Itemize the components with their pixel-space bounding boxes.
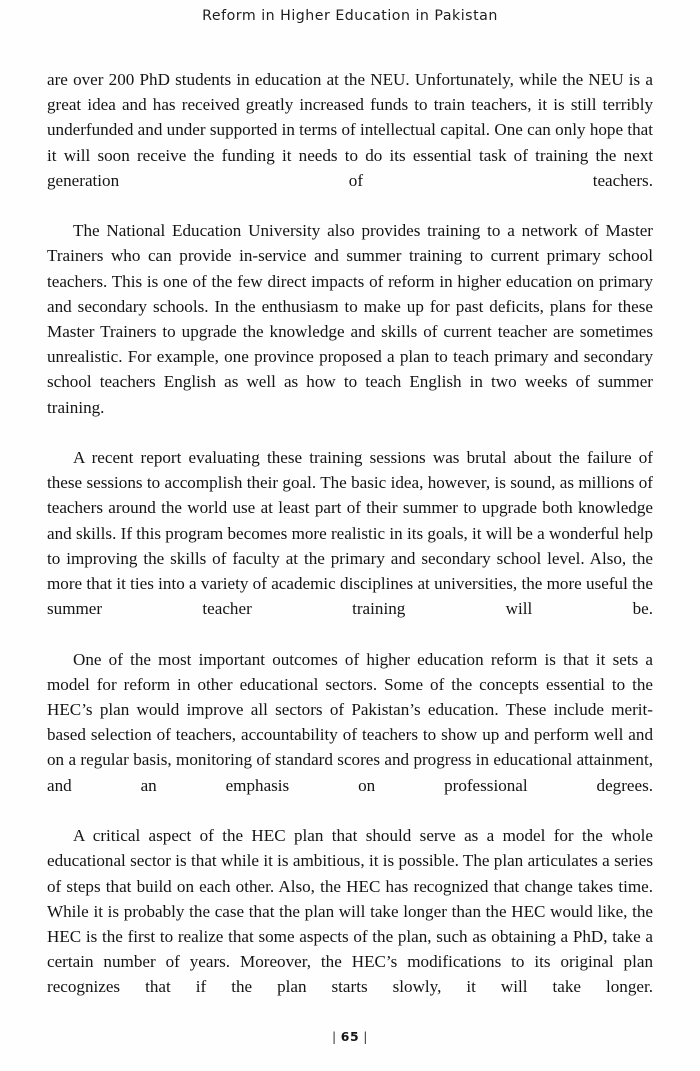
paragraph: The National Education University also provides training to a network of Master Trainers who can provide in-service and summer training to current primary school teachers. This is one of the few direct impacts of reform in higher education on primary and secondary schools. In the enthusiasm to make up for past deficits, plans for these Master Trainers to upgrade the knowledge and skills of current teacher are sometimes unrealistic. For example, one province proposed a plan to teach primary and secondary school teachers English as well as how to teach English in two weeks of summer training. <box>47 221 653 417</box>
folio-right-rule: | <box>363 1029 368 1044</box>
paragraph: are over 200 PhD students in education at the NEU. Unfortunately, while the NEU is a great idea and has received greatly increased funds to train teachers, it is still terribly underfunded and under supported in terms of intellectual capital. One can only hope that it will soon receive the funding it needs to do its essential task of training the next generation of teachers. <box>47 70 653 190</box>
running-head: Reform in Higher Education in Pakistan <box>202 8 498 24</box>
paragraph: A critical aspect of the HEC plan that should serve as a model for the whole educational sector is that while it is ambitious, it is possible. The plan articulates a series of steps that build on each other. Also, the HEC has recognized that change takes time. While it is probably the case that the plan will take longer than the HEC would like, the HEC is the first to realize that some aspects of the plan, such as obtaining a PhD, take a certain number of years. Moreover, the HEC’s modifications to its original plan recognizes that if the plan starts slowly, it will take longer. <box>47 826 653 997</box>
paragraph: One of the most important outcomes of higher education reform is that it sets a model for reform in other educational sectors. Some of the concepts essential to the HEC’s plan would improve all sectors of Pakistan’s education. These include merit-based selection of teachers, accountability of teachers to show up and perform well and on a regular basis, monitoring of standard scores and progress in educational attainment, and an emphasis on professional degrees. <box>47 649 653 795</box>
page-folio <box>0 1029 700 1044</box>
paragraph: A recent report evaluating these training sessions was brutal about the failure of these sessions to accomplish their goal. The basic idea, however, is sound, as millions of teachers around the world use at least part of their summer to upgrade both knowledge and skills. If this program becomes more realistic in its goals, it will be a wonderful help to improving the skills of faculty at the primary and secondary school level. Also, the more that it ties into a variety of academic disciplines at universities, the more useful the summer teacher training will be. <box>47 448 653 619</box>
body-text-column <box>47 67 653 1025</box>
folio-left-rule: | <box>331 1029 337 1044</box>
page-number: 65 <box>340 1029 360 1044</box>
